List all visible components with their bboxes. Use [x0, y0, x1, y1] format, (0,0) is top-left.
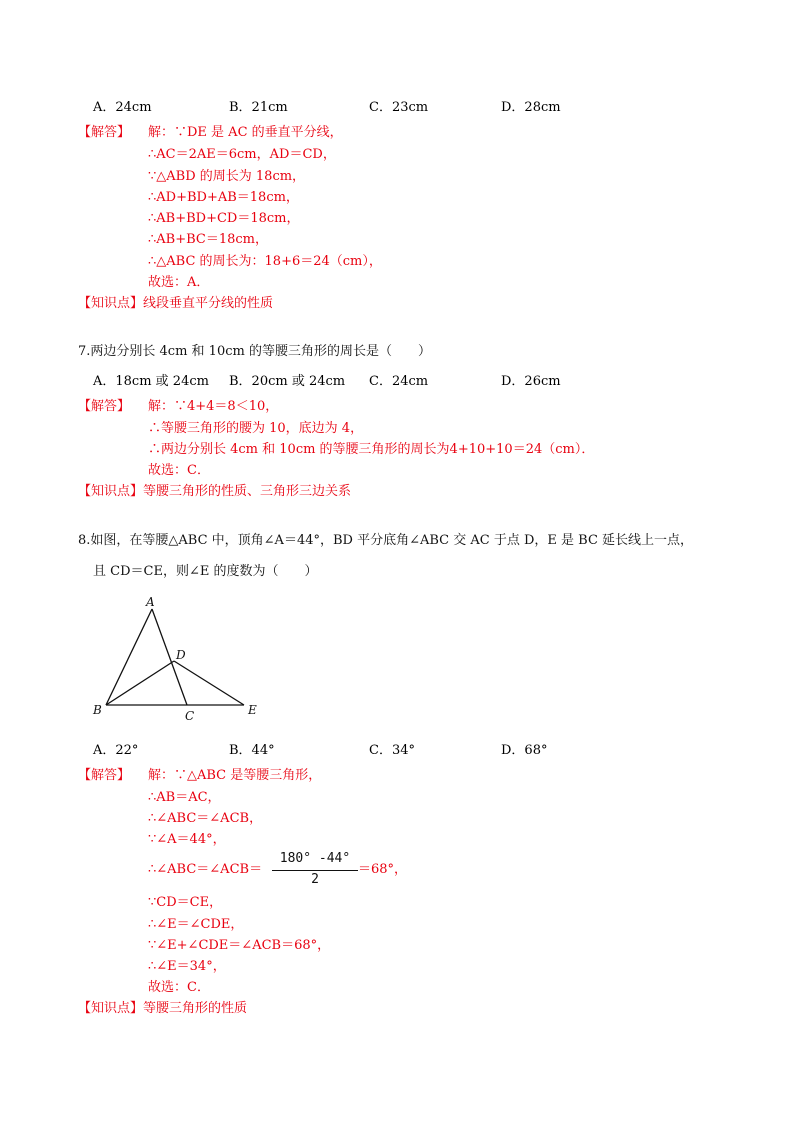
q7-solution-line: ∴两边分别长 4cm 和 10cm 的等腰三角形的周长为4+10+10＝24（cm）．: [148, 442, 595, 457]
fraction-numerator: 180° -44°: [279, 851, 351, 866]
q6-solution-line: ∴AD+BD+AB＝18cm，: [148, 190, 299, 205]
q8-solution-line: ∴∠E＝∠CDE，: [148, 917, 244, 932]
q8-option-a: A．22°: [93, 743, 139, 758]
q8-option-b: B．44°: [229, 743, 275, 758]
q8-solution-line: 解：∵△ABC 是等腰三角形，: [148, 768, 322, 783]
q7-solution-line: ∴等腰三角形的腰为 10，底边为 4，: [148, 421, 364, 436]
q8-solution-line: ∴∠ABC＝∠ACB＝: [148, 862, 263, 877]
label-d: D: [176, 648, 186, 662]
q8-solution-line: ∵∠A＝44°，: [148, 832, 226, 847]
q8-option-d: D．68°: [501, 743, 548, 758]
label-a: A: [146, 595, 155, 609]
q7-answer-tag: 【解答】: [78, 399, 131, 414]
q8-solution-line: ∵CD＝CE，: [148, 895, 223, 910]
q7-options: [93, 373, 733, 391]
fraction-denominator: 2: [311, 872, 319, 887]
q8-solution-line: ∴∠E＝34°，: [148, 959, 226, 974]
q7-option-c: C．24cm: [369, 374, 429, 389]
q7-option-d: D．26cm: [501, 374, 561, 389]
q6-answer-tag: 【解答】: [78, 125, 131, 140]
q6-solution-line: ∴AB+BC＝18cm，: [148, 232, 268, 247]
q7-option-b: B．20cm 或 24cm: [229, 374, 346, 389]
q6-option-b: B．21cm: [229, 100, 288, 115]
q6-solution-line: ∵△ABD 的周长为 18cm，: [148, 169, 306, 184]
triangle-figure: [86, 592, 276, 732]
fraction-expression: [270, 851, 360, 891]
q6-solution-line: ∴AC＝2AE＝6cm，AD＝CD，: [148, 147, 336, 162]
q8-solution-line: ∵∠E+∠CDE＝∠ACB＝68°，: [148, 938, 331, 953]
q6-option-d: D．28cm: [501, 100, 561, 115]
q8-solution-line: ∴∠ABC＝∠ACB，: [148, 811, 263, 826]
q8-question-line-2: 且 CD＝CE，则∠E 的度数为（ ）: [93, 564, 318, 579]
q8-question-line-1: 8.如图，在等腰△ABC 中，顶角∠A＝44°，BD 平分底角∠ABC 交 AC 于点 D，E 是 BC 延长线上一点，: [78, 533, 694, 548]
q6-options: [93, 99, 733, 117]
q7-knowledge-point: 【知识点】等腰三角形的性质、三角形三边关系: [78, 484, 352, 499]
fraction-bar: [272, 870, 358, 871]
q7-question: 7.两边分别长 4cm 和 10cm 的等腰三角形的周长是（ ）: [78, 344, 431, 359]
q8-solution-line: ＝68°，: [358, 862, 408, 877]
q6-knowledge-point: 【知识点】线段垂直平分线的性质: [78, 296, 274, 311]
q6-solution-line: 故选：A．: [148, 275, 210, 290]
q8-solution-line: ∴AB＝AC，: [148, 790, 221, 805]
q8-answer-tag: 【解答】: [78, 768, 131, 783]
q8-options: [93, 742, 733, 760]
q8-solution-line: 故选：C．: [148, 980, 210, 995]
label-b: B: [93, 703, 102, 717]
label-e: E: [248, 703, 257, 717]
q7-option-a: A．18cm 或 24cm: [93, 374, 209, 389]
q6-solution-line: 解：∵DE 是 AC 的垂直平分线，: [148, 125, 343, 140]
q6-option-a: A．24cm: [93, 100, 152, 115]
label-c: C: [185, 709, 195, 723]
q7-solution-line: 故选：C．: [148, 463, 210, 478]
q8-option-c: C．34°: [369, 743, 415, 758]
q6-option-c: C．23cm: [369, 100, 429, 115]
q8-knowledge-point: 【知识点】等腰三角形的性质: [78, 1001, 248, 1016]
q6-solution-line: ∴△ABC 的周长为：18+6＝24（cm），: [148, 254, 382, 269]
q7-solution-line: 解：∵4+4＝8＜10，: [148, 399, 279, 414]
q6-solution-line: ∴AB+BD+CD＝18cm，: [148, 211, 300, 226]
